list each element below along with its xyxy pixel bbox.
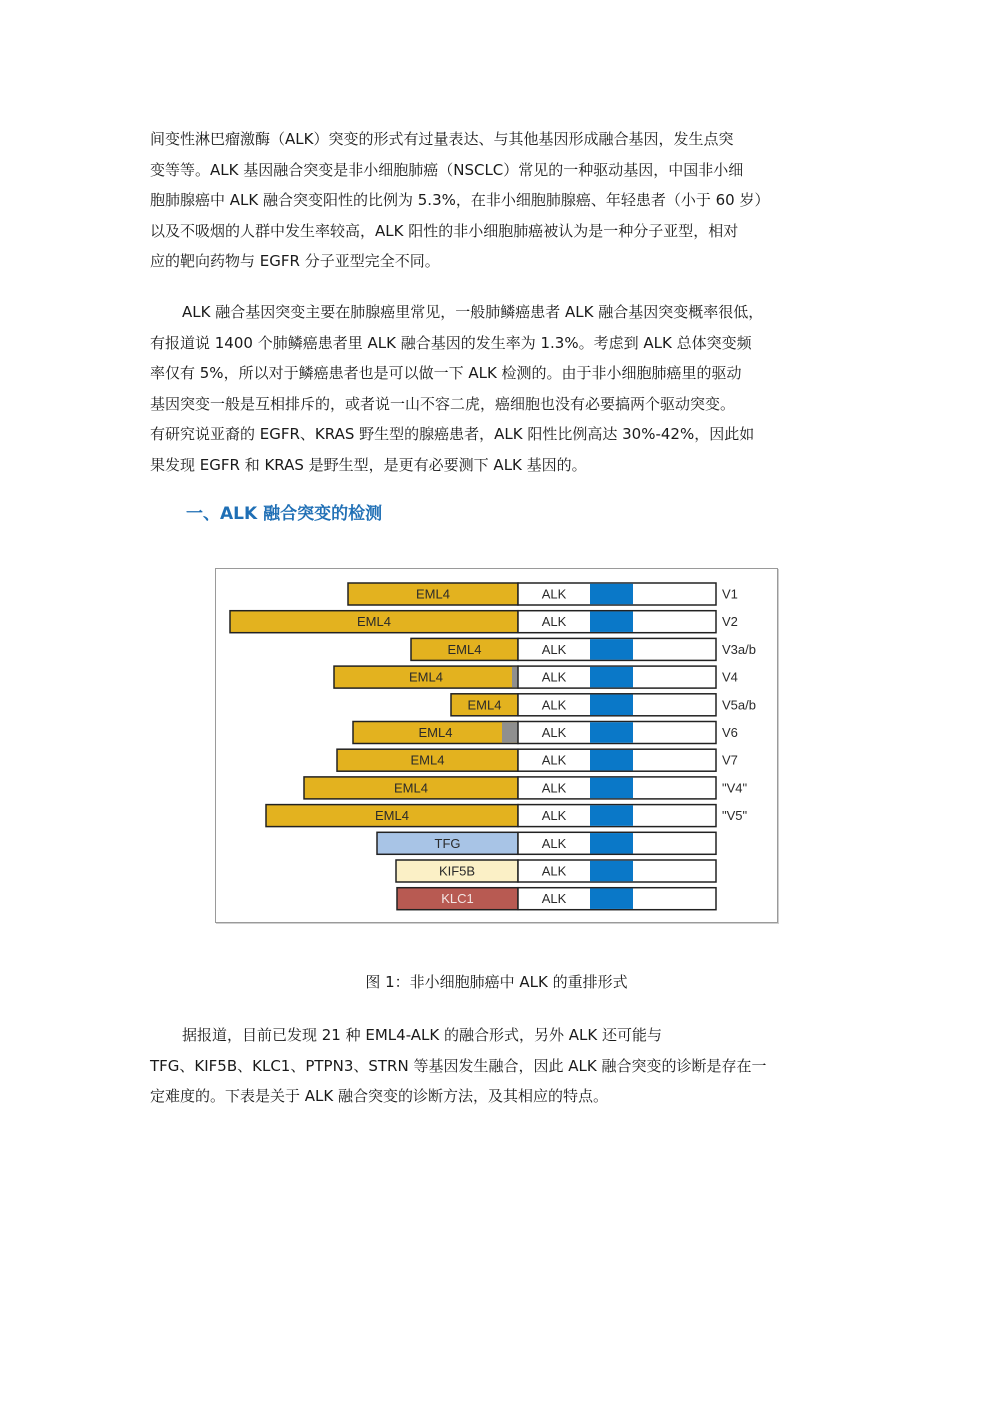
spacer-segment [512, 667, 518, 688]
variant-label: V2 [722, 614, 738, 630]
alk-label: ALK [541, 641, 567, 657]
text-line: 间变性淋巴瘤激酶（ALK）突变的形式有过量表达、与其他基因形成融合基因，发生点突 [150, 130, 734, 148]
alk-label: ALK [541, 669, 567, 685]
partner-label: EML4 [416, 586, 450, 602]
variant-label: V6 [722, 725, 738, 740]
alk-label: ALK [541, 780, 567, 796]
partner-label: KIF5B [438, 863, 476, 879]
alk-kinase-domain [590, 778, 633, 799]
alk-kinase-domain [590, 639, 633, 660]
alk-kinase-domain [590, 695, 633, 716]
partner-label: TFG [434, 835, 461, 851]
text-line: 基因突变一般是互相排斥的，或者说一山不容二虎，癌细胞也没有必要搞两个驱动突变。 [150, 394, 736, 413]
text-line: 有报道说 1400 个肺鳞癌患者里 ALK 融合基因的发生率为 1.3%。考虑到 ALK 总体突变频 [150, 333, 752, 352]
alk-label: ALK [541, 586, 567, 602]
alk-kinase-domain [590, 722, 633, 743]
alk-label: ALK [541, 697, 567, 713]
alk-label: ALK [541, 891, 567, 907]
paragraph-2 [150, 297, 850, 480]
spacer-segment [502, 722, 518, 743]
section-heading: 一、ALK 融合突变的检测 [186, 504, 383, 524]
alk-kinase-domain [590, 584, 633, 605]
alk-kinase-domain [590, 805, 633, 826]
alk-kinase-domain [590, 833, 633, 854]
text-line: 定难度的。下表是关于 ALK 融合突变的诊断方法，及其相应的特点。 [150, 1087, 608, 1105]
text-line: 果发现 EGFR 和 KRAS 是野生型，是更有必要测下 ALK 基因的。 [150, 455, 587, 474]
partner-label: EML4 [409, 669, 443, 685]
partner-label: EML4 [410, 752, 445, 768]
partner-label: EML4 [418, 725, 453, 740]
variant-label: V1 [722, 586, 738, 602]
text-line: 有研究说亚裔的 EGFR、KRAS 野生型的腺癌患者，ALK 阳性比例高达 30%-42%，因此如 [150, 425, 755, 443]
partner-label: EML4 [357, 614, 391, 630]
text-line: 以及不吸烟的人群中发生率较高，ALK 阳性的非小细胞肺癌被认为是一种分子亚型，相对 [150, 221, 739, 240]
alk-label: ALK [541, 863, 567, 879]
text-line: ALK 融合基因突变主要在肺腺癌里常见，一般肺鳞癌患者 ALK 融合基因突变概率很低， [182, 303, 764, 321]
text-line: 胞肺腺癌中 ALK 融合突变阳性的比例为 5.3%，在非小细胞肺腺癌、年轻患者（小于 60 岁） [150, 191, 770, 209]
fusion-figure [215, 568, 778, 923]
alk-label: ALK [541, 752, 567, 768]
alk-kinase-domain [590, 861, 633, 882]
alk-kinase-domain [590, 667, 633, 688]
variant-label: "V4" [722, 780, 748, 796]
variant-label: V3a/b [722, 641, 756, 657]
paragraph-1 [150, 124, 850, 277]
text-line: 应的靶向药物与 EGFR 分子亚型完全不同。 [150, 252, 440, 270]
variant-label: "V5" [722, 808, 748, 824]
alk-label: ALK [541, 808, 567, 824]
partner-label: EML4 [447, 641, 482, 657]
figure-caption: 图 1：非小细胞肺癌中 ALK 的重排形式 [365, 973, 628, 991]
text-line: 率仅有 5%，所以对于鳞癌患者也是可以做一下 ALK 检测的。由于非小细胞肺癌里的驱动 [150, 364, 742, 382]
paragraph-3 [150, 1020, 850, 1112]
alk-kinase-domain [590, 888, 633, 909]
alk-label: ALK [541, 835, 567, 851]
partner-label: KLC1 [441, 891, 474, 907]
variant-label: V5a/b [722, 697, 756, 713]
alk-kinase-domain [590, 611, 633, 632]
alk-label: ALK [541, 614, 567, 630]
variant-label: V7 [722, 752, 738, 768]
partner-label: EML4 [375, 808, 409, 824]
partner-label: EML4 [394, 780, 428, 796]
alk-kinase-domain [590, 750, 633, 771]
text-line: TFG、KIF5B、KLC1、PTPN3、STRN 等基因发生融合，因此 ALK 融合突变的诊断是存在一 [150, 1056, 767, 1075]
variant-label: V4 [722, 669, 738, 685]
text-line: 变等等。ALK 基因融合突变是非小细胞肺癌（NSCLC）常见的一种驱动基因，中国非小细 [150, 160, 744, 179]
partner-label: EML4 [467, 697, 502, 713]
fusion-diagram [216, 569, 777, 922]
alk-label: ALK [541, 725, 567, 740]
text-line: 据报道，目前已发现 21 种 EML4-ALK 的融合形式，另外 ALK 还可能与 [182, 1026, 663, 1044]
